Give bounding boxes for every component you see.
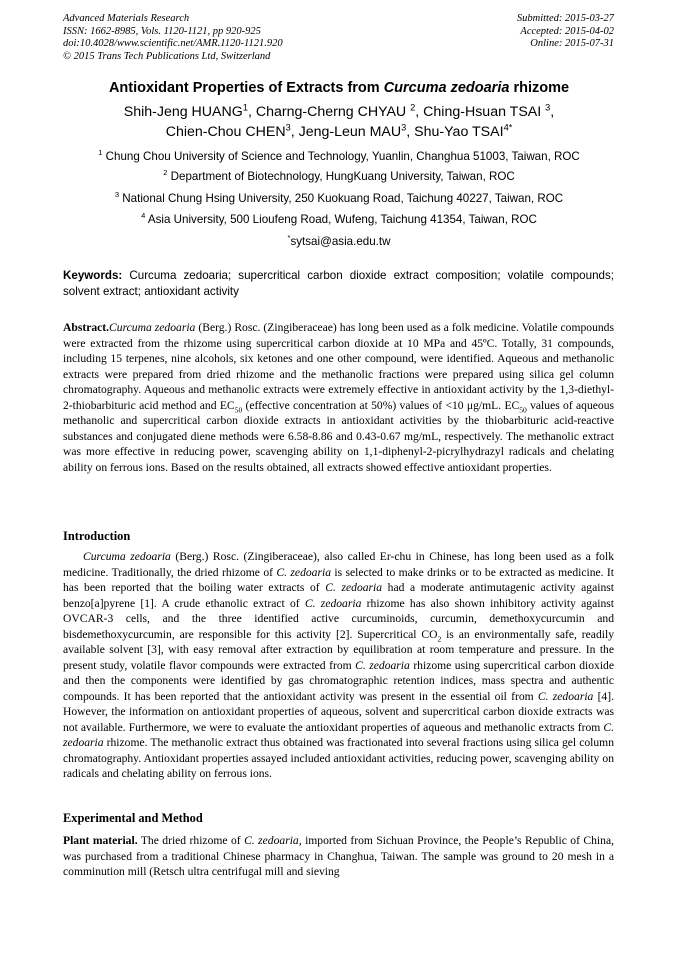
paper-title: Antioxidant Properties of Extracts from Curcuma zedoaria rhizome [108, 80, 570, 96]
keywords [63, 268, 614, 299]
journal-info [63, 13, 283, 63]
methods-paragraph: Plant material. The dried rhizome of C. zedoaria, imported from Sichuan Province, the People’s Republic of China, was purchased from a traditional Chinese pharmacy in Changhua, Taiwan. The sample was ground to 20 mesh in a comminution mill (Retsch ultra centrifugal mill and sieving [63, 834, 614, 878]
corresponding-email: *sytsai@asia.edu.tw [287, 233, 391, 248]
journal-name: Advanced Materials Research [63, 13, 190, 24]
affiliation-2: $^2$ Department of Biotechnology, HungKuang University, Taiwan, ROC [163, 168, 515, 183]
online-date: Online: 2015-07-31 [530, 38, 614, 49]
abstract-label: Abstract. [63, 321, 110, 334]
affiliation-1: $^1$ Chung Chou University of Science and Technology, Yuanlin, Changhua 51003, Taiwan, ROC [98, 148, 580, 163]
keywords-text: Curcuma zedoaria; supercritical carbon dioxide extract composition; volatile compounds; solvent extract; antioxidant activity [63, 269, 614, 298]
section-heading-introduction: Introduction [63, 529, 131, 543]
author-name: Ching-Hsuan TSAI [423, 104, 542, 120]
doi-line: doi:10.4028/www.scientific.net/AMR.1120-1121.920 [63, 38, 283, 49]
affiliation-3: $^3$ National Chung Hsing University, 250 Kuokuang Road, Taichung 40227, Taiwan, ROC [114, 190, 564, 205]
affiliation-4: $^4$ Asia University, 500 Lioufeng Road, Wufeng, Taichung 41354, Taiwan, ROC [141, 211, 537, 226]
introduction-paragraph: Curcuma zedoaria (Berg.) Rosc. (Zingiberaceae), also called Er-chu in Chinese, has long been used as a folk medicine. Traditionally, the dried rhizome of C. zedoaria is selected to make drinks or to be extracted as medicine. It has been reported that the boiling water extracts of C. zedoaria had a moderate antimutagenic activity against benzo[a]pyrene [1]. A crude ethanolic extract of C. zedoaria rhizome has also shown inhibitory activity against OVCAR-3 cells, and the three identified active curcuminoids, curcumin, demethoxycurcumin and bisdemethoxycurcumin, are responsible for this activity [2]. Supercritical $CO_2$ is an environmentally safe, readily available solvent [3], with easy removal after extraction by equilibration at room temperature and pressure. In the present study, volatile flavor compounds were extracted from C. zedoaria rhizome using supercritical carbon dioxide and then the components were identified by gas chromatographic retention indices, mass spectra and authentic compounds. It has been reported that the antioxidant activity was present in the essential oil from C. zedoaria [4]. However, the information on antioxidant properties of aqueous, solvent and supercritical carbon dioxide extracts was not available. Furthermore, we were to evaluate the antioxidant properties of aqueous and methanolic extracts from C. zedoaria rhizome. The methanolic extract thus obtained was fractionated into several fractions using silica gel column chromatography. Antioxidant properties assayed included antioxidant activities, reducing power, scavenging ability on radicals and chelating ability on ferrous ions. [63, 550, 615, 780]
author-name: Shih-Jeng HUANG [123, 104, 243, 120]
copyright-line: © 2015 Trans Tech Publications Ltd, Switzerland [63, 50, 271, 62]
author-name: Charng-Cherng CHYAU [255, 104, 407, 120]
author-name: Shu-Yao TSAI [414, 124, 504, 140]
abstract: Abstract.Curcuma zedoaria (Berg.) Rosc. (Zingiberaceae) has long been used as a folk medicine. Volatile compounds were extracted from the rhizome using supercritical carbon dioxide at 10 MPa and 45ºC. Totally, 31 compounds, including 15 terpenes, nine alcohols, six ketones and one other compound, were identified. Aqueous and methanolic extracts were prepared from dried rhizome and the methanolic fractions were prepared using silica gel column chromatography. Aqueous and methanolic extracts were extremely effective in antioxidant activity by the 1,3-diethyl-2-thiobarbituric acid method and $EC_{50}$ (effective concentration at 50%) values of <10 μg/mL. $EC_{50}$ values of aqueous methanolic and supercritical carbon dioxide extracts in antioxidant activities by the thiobarbituric acid-reactive substances and conjugated diene methods were 6.58-8.86 and 0.43-0.67 mg/mL, respectively. The methanolic extract was more effective in reducing power, scavenging ability on 1,1-diphenyl-2-picrylhydrazyl radicals and chelating ability on ferrous ions. Based on the results obtained, all extracts showed effective antioxidant properties. [63, 321, 615, 474]
dates-info [517, 13, 614, 51]
subsection-label: Plant material. [63, 834, 138, 847]
submitted-date: Submitted: 2015-03-27 [516, 13, 614, 24]
author-name: Jeng-Leun MAU [298, 124, 402, 140]
keywords-label: Keywords: [63, 269, 123, 282]
issn-line: ISSN: 1662-8985, Vols. 1120-1121, pp 920-925 [63, 25, 261, 37]
author-list: Shih-Jeng HUANG$^1$, Charng-Cherng CHYAU $^2$, Ching-Hsuan TSAI $^3$, Chien-Chou CHEN$^3$, Jeng-Leun MAU$^3$, Shu-Yao $TSAI^{4*}$ [123, 102, 555, 140]
section-heading-methods: Experimental and Method [63, 811, 203, 825]
author-name: Chien-Chou CHEN [165, 124, 286, 140]
accepted-date: Accepted: 2015-04-02 [520, 25, 614, 37]
